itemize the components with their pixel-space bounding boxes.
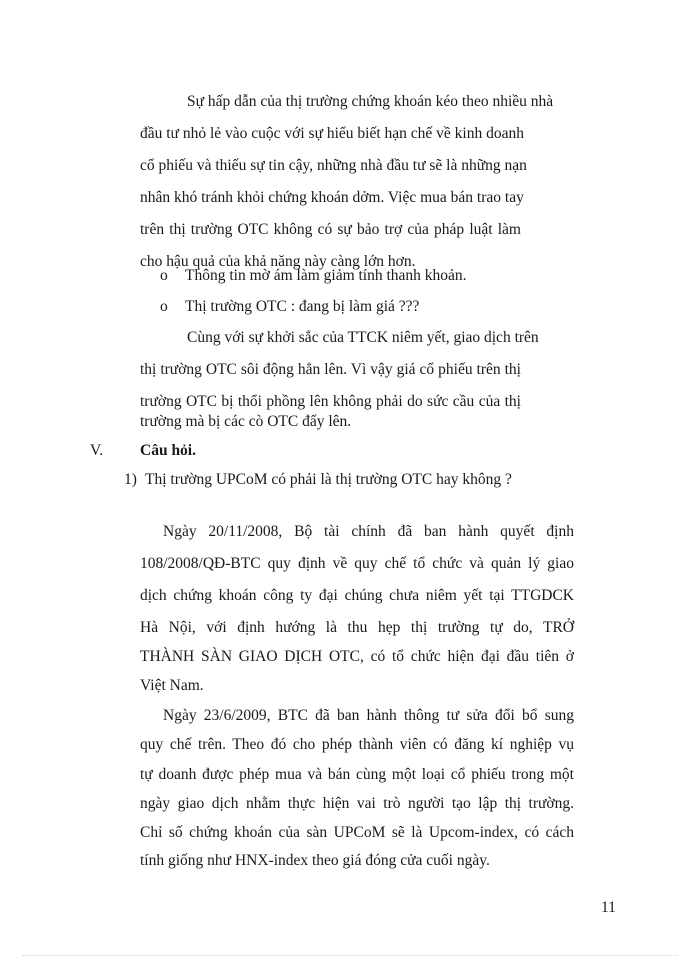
- paragraph-line: ngày giao dịch nhằm thực hiện vai trò người tạo lập thị trường.: [140, 795, 574, 812]
- paragraph-line: tính giống như HNX-index theo giá đóng cửa cuối ngày.: [140, 852, 490, 869]
- paragraph-line: quy chế trên. Theo đó cho phép thành viên có đăng kí nghiệp vụ: [140, 736, 574, 753]
- paragraph-line: Cùng với sự khởi sắc của TTCK niêm yết, giao dịch trên: [187, 329, 539, 346]
- paragraph-line: nhân khó tránh khỏi chứng khoán dởm. Việc mua bán trao tay: [140, 189, 524, 206]
- paragraph-line: dịch chứng khoán công ty đại chúng chưa niêm yết tại TTGDCK: [140, 587, 574, 604]
- paragraph-line: Chỉ số chứng khoán của sàn UPCoM sẽ là Upcom-index, có cách: [140, 824, 574, 841]
- paragraph-line: cổ phiếu và thiếu sự tin cậy, những nhà đầu tư sẽ là những nạn: [140, 157, 527, 174]
- paragraph-line: tự doanh được phép mua và bán cùng một loại cổ phiếu trong một: [140, 766, 574, 783]
- circle-bullet-icon: o: [160, 298, 168, 315]
- circle-bullet-icon: o: [160, 267, 168, 284]
- paragraph-line: Ngày 23/6/2009, BTC đã ban hành thông tư sửa đổi bổ sung: [163, 707, 574, 724]
- paragraph-line: Hà Nội, với định hướng là thu hẹp thị trường tự do, TRỞ: [140, 619, 574, 636]
- paragraph-line: trường mà bị các cò OTC đẩy lên.: [140, 413, 352, 430]
- paragraph-line: cho hậu quả của khả năng này càng lớn hơn.: [140, 253, 416, 270]
- question-text: Thị trường UPCoM có phải là thị trường OTC hay không ?: [145, 471, 512, 488]
- bullet-text: Thông tin mờ ám làm giảm tính thanh khoản.: [185, 267, 467, 284]
- section-title: Câu hỏi.: [140, 442, 196, 459]
- paragraph-line: trên thị trường OTC không có sự bảo trợ của pháp luật làm: [140, 221, 521, 238]
- paragraph-line: THÀNH SÀN GIAO DỊCH OTC, có tổ chức hiện đại đầu tiên ở: [140, 648, 574, 665]
- paragraph-line: thị trường OTC sôi động hẳn lên. Vì vậy giá cổ phiếu trên thị: [140, 361, 521, 378]
- page-bottom-divider: [22, 955, 678, 956]
- paragraph-line: Việt Nam.: [140, 677, 204, 694]
- paragraph-line: Sự hấp dẫn của thị trường chứng khoán kéo theo nhiều nhà: [187, 93, 554, 110]
- paragraph-line: trường OTC bị thổi phồng lên không phải do sức cầu của thị: [140, 393, 521, 410]
- page-number: 11: [601, 899, 616, 916]
- paragraph-line: 108/2008/QĐ-BTC quy định về quy chế tổ chức và quản lý giao: [140, 555, 574, 572]
- paragraph-line: đầu tư nhỏ lẻ vào cuộc với sự hiểu biết hạn chế về kinh doanh: [140, 125, 524, 142]
- bullet-text: Thị trường OTC : đang bị làm giá ???: [185, 298, 420, 315]
- question-number: 1): [124, 471, 137, 488]
- section-number: V.: [90, 442, 104, 459]
- paragraph-line: Ngày 20/11/2008, Bộ tài chính đã ban hành quyết định: [163, 523, 574, 540]
